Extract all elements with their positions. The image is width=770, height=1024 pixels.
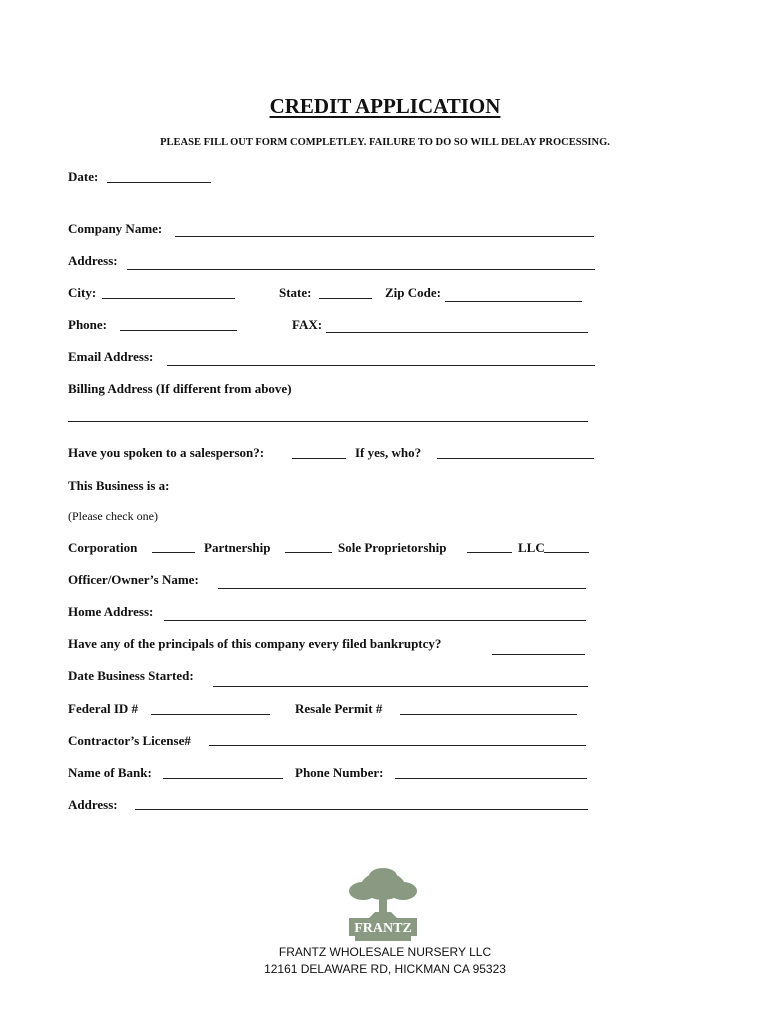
tree-logo-icon	[345, 866, 421, 946]
salesperson-who-label: If yes, who?	[355, 445, 422, 460]
bankruptcy-label: Have any of the principals of this company every filed bankruptcy?	[68, 636, 442, 651]
sole-proprietorship-checkbox-line[interactable]	[467, 552, 512, 553]
bank-name-label: Name of Bank:	[68, 765, 152, 780]
date-label: Date:	[68, 169, 99, 184]
company-name-label: Company Name:	[68, 221, 163, 236]
llc-checkbox-line[interactable]	[544, 552, 589, 553]
zip-code-label: Zip Code:	[385, 285, 441, 300]
address-label: Address:	[68, 253, 118, 268]
city-field[interactable]	[102, 298, 235, 299]
phone-label: Phone:	[68, 317, 107, 332]
frantz-logo	[345, 866, 421, 946]
sole-proprietorship-label: Sole Proprietorship	[338, 540, 447, 555]
email-field[interactable]	[167, 365, 595, 366]
corporation-checkbox-line[interactable]	[152, 552, 195, 553]
federal-id-field[interactable]	[151, 714, 270, 715]
business-type-label: This Business is a:	[68, 478, 170, 493]
federal-id-label: Federal ID #	[68, 701, 139, 716]
billing-address-field[interactable]	[68, 421, 588, 422]
footer-address: 12161 DELAWARE RD, HICKMAN CA 95323	[264, 962, 506, 976]
date-field[interactable]	[107, 182, 211, 183]
zip-code-field[interactable]	[445, 301, 582, 302]
billing-address-label: Billing Address (If different from above)	[68, 381, 292, 396]
corporation-label: Corporation	[68, 540, 138, 555]
company-name-field[interactable]	[175, 236, 594, 237]
address-field[interactable]	[127, 269, 595, 270]
state-label: State:	[279, 285, 312, 300]
email-label: Email Address:	[68, 349, 154, 364]
partnership-label: Partnership	[204, 540, 271, 555]
city-label: City:	[68, 285, 97, 300]
salesperson-who-field[interactable]	[437, 458, 594, 459]
partnership-checkbox-line[interactable]	[285, 552, 332, 553]
form-instructions: PLEASE FILL OUT FORM COMPLETLEY. FAILURE TO DO SO WILL DELAY PROCESSING.	[160, 137, 610, 148]
bank-phone-field[interactable]	[395, 778, 587, 779]
home-address-label: Home Address:	[68, 604, 154, 619]
salesperson-field[interactable]	[292, 458, 346, 459]
page-title: CREDIT APPLICATION	[269, 94, 501, 118]
fax-field[interactable]	[326, 332, 588, 333]
bank-address-label: Address:	[68, 797, 118, 812]
contractors-license-label: Contractor’s License#	[68, 733, 191, 748]
home-address-field[interactable]	[164, 620, 586, 621]
bankruptcy-field[interactable]	[492, 654, 585, 655]
salesperson-label: Have you spoken to a salesperson?:	[68, 445, 265, 460]
date-business-started-label: Date Business Started:	[68, 668, 194, 683]
contractors-license-field[interactable]	[209, 745, 586, 746]
date-business-started-field[interactable]	[213, 686, 588, 687]
officer-owner-label: Officer/Owner’s Name:	[68, 572, 199, 587]
bank-name-field[interactable]	[163, 778, 283, 779]
fax-label: FAX:	[292, 317, 323, 332]
resale-permit-field[interactable]	[400, 714, 577, 715]
resale-permit-label: Resale Permit #	[295, 701, 383, 716]
check-one-note: (Please check one)	[68, 509, 158, 523]
llc-label: LLC	[518, 540, 545, 555]
bank-address-field[interactable]	[135, 809, 588, 810]
footer-company-name: FRANTZ WHOLESALE NURSERY LLC	[278, 945, 492, 959]
bank-phone-label: Phone Number:	[295, 765, 384, 780]
state-field[interactable]	[319, 298, 372, 299]
phone-field[interactable]	[120, 330, 237, 331]
officer-owner-field[interactable]	[218, 588, 586, 589]
logo-text: FRANTZ	[354, 921, 412, 936]
